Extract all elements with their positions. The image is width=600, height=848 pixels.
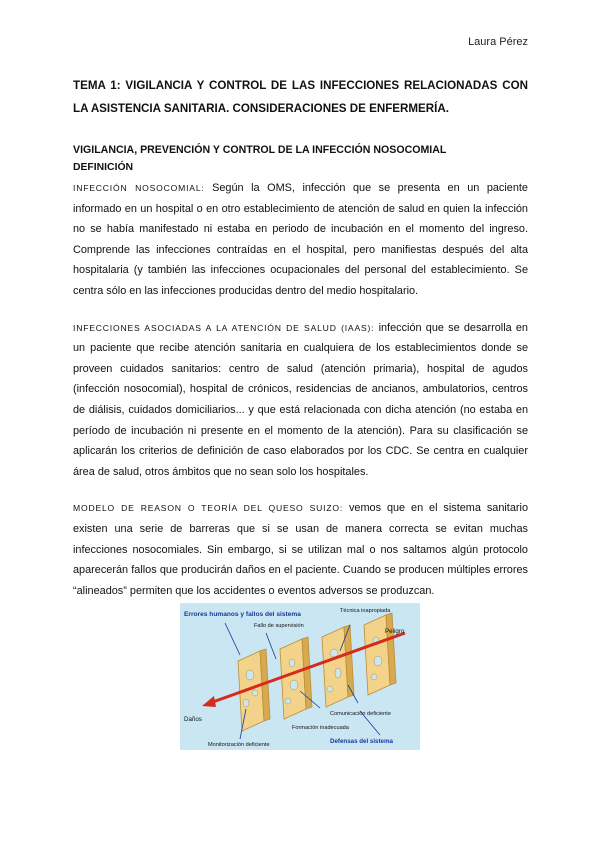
cheese-slice-3	[322, 627, 348, 707]
swiss-cheese-figure	[180, 603, 420, 750]
label-errores: Errores humanos y fallos del sistema	[184, 611, 301, 618]
paragraph-infeccion-nosocomial	[73, 178, 528, 302]
label-formacion: Formación inadecuada	[292, 725, 349, 731]
paragraph-modelo-reason	[73, 498, 528, 601]
swiss-cheese-diagram	[180, 603, 420, 750]
document-title: TEMA 1: VIGILANCIA Y CONTROL DE LAS INFECCIONES RELACIONADAS CON LA ASISTENCIA SANITARIA. CONSIDERACIONES DE ENFERMERÍA.	[73, 79, 528, 115]
section-title: VIGILANCIA, PREVENCIÓN Y CONTROL DE LA INFECCIÓN NOSOCOMIAL	[73, 144, 447, 156]
subsection-title: DEFINICIÓN	[73, 162, 134, 173]
label-comunicacion: Comunicación deficiente	[330, 711, 391, 717]
paragraph-text: vemos que en el sistema sanitario existen una serie de barreras que si se usan de manera correcta se evitan muchas infecciones nosocomiales. Sin embargo, si se utilizan mal o nos saltamos algún protocolo aparecerán fallos que producirán daños en el paciente. Cuando se producen múltiples errores “alineados” permiten que los accidentes o eventos adversos se produzcan.	[73, 502, 528, 597]
label-defensas: Defensas del sistema	[330, 738, 393, 745]
label-tecnica: Técnica inapropiada	[340, 608, 391, 614]
term-infeccion-nosocomial: INFECCIÓN NOSOCOMIAL:	[73, 183, 205, 193]
label-danos: Daños	[184, 716, 202, 723]
paragraph-text: Según la OMS, infección que se presenta en un paciente informado en un hospital o en otro establecimiento de atención de salud en quien la infección no se había manifestado ni estaba en periodo de incubación en el momento del ingreso. Comprende las infecciones contraídas en el hospital, pero manifiestas después del alta hospitalaria (y también las infecciones ocupacionales del personal del establecimiento. Se centra sólo en las infecciones producidas dentro del medio hospitalario.	[73, 182, 528, 297]
label-fallo: Fallo de supervisión	[254, 623, 304, 629]
term-iaas: INFECCIONES ASOCIADAS A LA ATENCIÓN DE SALUD (IAAS):	[73, 322, 375, 333]
paragraph-text: infección que se desarrolla en un paciente que recibe atención sanitaria en cualquiera de los establecimientos donde se proveen cuidados sanitarios: centro de salud (atención primaria), hospital de agudos (infección nosocomial), hospital de crónicos, residencias de ancianos, ambulatorios, centros de diálisis, cuidados domiciliarios... y que está relacionada con dicha atención (no estaba en período de incubación ni presente en el momento de la atención). Para su clasificación se aplicarán los criterios de definición de caso elaborados por los CDC. Se centra en cualquier área de salud, otros ámbitos que no sean solo los hospitales.	[73, 321, 528, 478]
cheese-slice-2	[280, 639, 306, 719]
author-name: Laura Pérez	[468, 36, 528, 48]
cheese-slice-4	[364, 615, 390, 695]
label-monitorizacion: Monitorización deficiente	[208, 742, 270, 748]
paragraph-iaas	[73, 318, 528, 483]
document-body	[73, 74, 528, 601]
term-modelo-reason: MODELO DE REASON O TEORÍA DEL QUESO SUIZO:	[73, 503, 344, 514]
label-peligro: Peligro	[385, 628, 405, 635]
